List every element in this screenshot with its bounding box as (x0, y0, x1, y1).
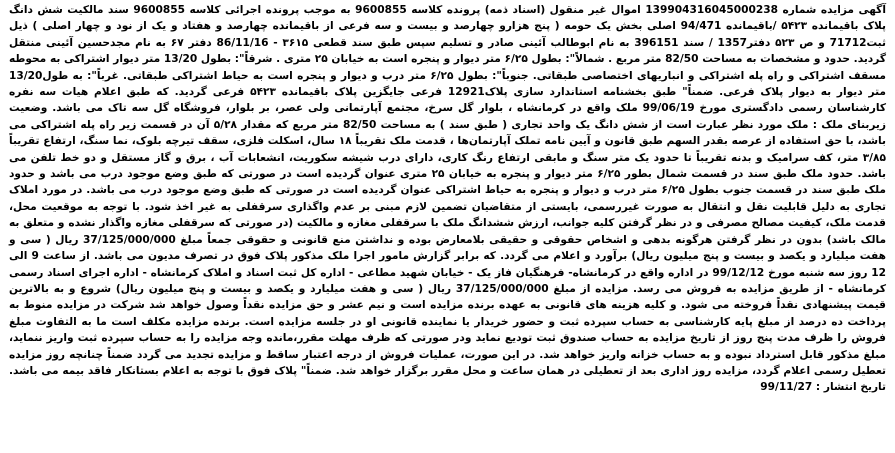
notice-body-text: آگهی مزایده شماره 139904316045000238 اموال غیر منقول (اسناد ذمه) پرونده کلاسه 9600855 به موجب پرونده اجرائی کلاسه 9600855 سند مالکیت شش دانگ پلاک باقیمانده ۵۴۲۳ /باقیمانده 94/471 اصلی بخش یک حومه ( پنج هزارو چهارصد و بیست و سه فرعی از باقیمانده چهارصد و هفتاد و یک از نود و چهار اصلی ) ذیل ثبت71712 و ص ۵۲۳ دفتر1357 / سند 396151 به نام ابوطالب آئینی صادر و تسلیم سپس طبق سند قطعی ۳۶۱۵ - 86/11/16 دفتر ۶۷ به نام مجدحسین آئینی منتقل گردید. حدود و مشخصات به مساحت 82/50 متر مربع . شمالاً": بطول ۶/۲۵ متر دیوار و پنجره است به خیابان ۲۵ متری . شرقاً": بطول 13/20 متر دیوار اشتراکی به محوطه مسقف اشتراکی و راه پله اشتراکی و انباریهای اختصاصی طبقاتی. جنوباً": بطول ۶/۲۵ متر درب و دیوار و پنجره است به حیاط اشتراکی طبقاتی. غرباً": به طول13/20 متر دیوار به دیوار پلاک فرعی. ضمناً" طبق بخشنامه استاندارد سازی پلاک12921 فرعی جایگزین پلاک باقیمانده ۵۴۲۳ فرعی گردید. که طبق اعلام هیات سه نفره کارشناسان رسمی دادگستری مورخ 99/06/19 ملک واقع در کرمانشاه ، بلوار گل سرخ، مجتمع آپارتمانی ولی عصر، بر بلوار، فروشگاه گل سه تاک می باشد. وضعیت زیربنای ملک : ملک مورد نظر عبارت است از شش دانگ یک واحد تجاری ( طبق سند ) به مساحت 82/50 متر مربع که مقدار ۵/۲۸ آن در قسمت زیر راه پله اشتراکی می باشد، با حق استفاده از عرصه بقدر السهم طبق قانون و آیین نامه تملک آپارتمان‌ها ، قدمت ملک تقریباً ۱۸ سال، اسکلت فلزی، سقف تیرچه بلوک، نما سنگ، ارتفاع تقریباً ۳/۸۵ متر، کف سرامیک و بدنه تقریباً تا حدود یک متر سنگ و مابقی ارتفاع رنگ کاری، دارای درب شیشه سکوریت، انشعابات آب ، برق و گاز مستقل و دو خط تلفن می باشد. حدود ملک طبق سند در قسمت شمال بطور ۶/۲۵ متر دیوار و پنجره به خیابان ۲۵ متری عنوان گردیده است در صورتی که طبق وضع موجود درب می باشد و حدود ملک طبق سند در قسمت جنوب بطول ۶/۲۵ متر درب و دیوار و پنجره به حیاط اشتراکی عنوان گردیده است در صورتی که طبق وضع موجود درب می باشد. در مورد املاک تجاری به دلیل قابلیت نقل و انتقال به صورت غیررسمی، بایستی از متقاضیان تضمین لازم مبنی بر عدم واگذاری سرقفلی به غیر اخذ شود. با توجه به موقعیت محل، قدمت ملک، کیفیت مصالح مصرفی و در نظر گرفتن کلیه جوانب، ارزش ششدانگ ملک با سرقفلی مغازه و مالکیت (در صورتی که سرقفلی مغازه واگذار نشده و متعلق به مالک باشد) بدون در نظر گرفتن هرگونه بدهی و اشخاص حقوقی و حقیقی بلامعارض بوده و نداشتن منع قانونی و حقوقی جمعاً مبلغ 37/125/000/000 ریال ( سی و هفت میلیارد و یکصد و بیست و پنج میلیون ریال) برآورد و اعلام می گردد. که برابر گزارش مامور اجرا ملک مذکور پلاک فوق در تصرف مدیون می باشد. از ساعت 9 الی 12 روز سه شنبه مورخ 99/12/12 در اداره واقع در کرمانشاه- فرهنگیان فاز یک - خیابان شهید مطاعی - اداره کل ثبت اسناد و املاک کرمانشاه - اداره اجرای اسناد رسمی کرمانشاه - از طریق مزایده به فروش می رسد. مزایده از مبلغ 37/125/000/000 ریال ( سی و هفت میلیارد و یکصد و بیست و پنج میلیون ریال) شروع و به بالاترین قیمت پیشنهادی نقداً فروخته می شود. و کلیه هزینه های قانونی به عهده برنده مزایده است و نیم عشر و حق مزایده نقداً وصول خواهد شد شرکت در مزایده منوط به پرداخت ده درصد از مبلغ پایه کارشناسی به حساب سپرده ثبت و حضور خریدار یا نماینده قانونی او در جلسه مزایده است. برنده مزایده مکلف است ما به التفاوت مبلغ فروش را ظرف مدت پنج روز از تاریخ مزایده به حساب صندوق ثبت تودیع نماید ودر صورتی که ظرف مهلت مقرر،مانده وجه مزایده را به حساب سپرده ثبت واریز ننماید، مبلغ مذکور قابل استرداد نبوده و به حساب خزانه واریز خواهد شد. در این صورت، عملیات فروش از درجه اعتبار ساقط و مزایده تجدید می گردد ضمناً چنانچه روز مزایده تعطیل رسمی اعلام گردد، مزایده روز اداری بعد از تعطیلی در همان ساعت و محل مقرر برگزار خواهد شد. ضمناً" پلاک فوق با توجه به اعلام بستانکار فاقد بیمه می باشد. تاریخ انتشار : 99/11/27 (9, 4, 887, 394)
